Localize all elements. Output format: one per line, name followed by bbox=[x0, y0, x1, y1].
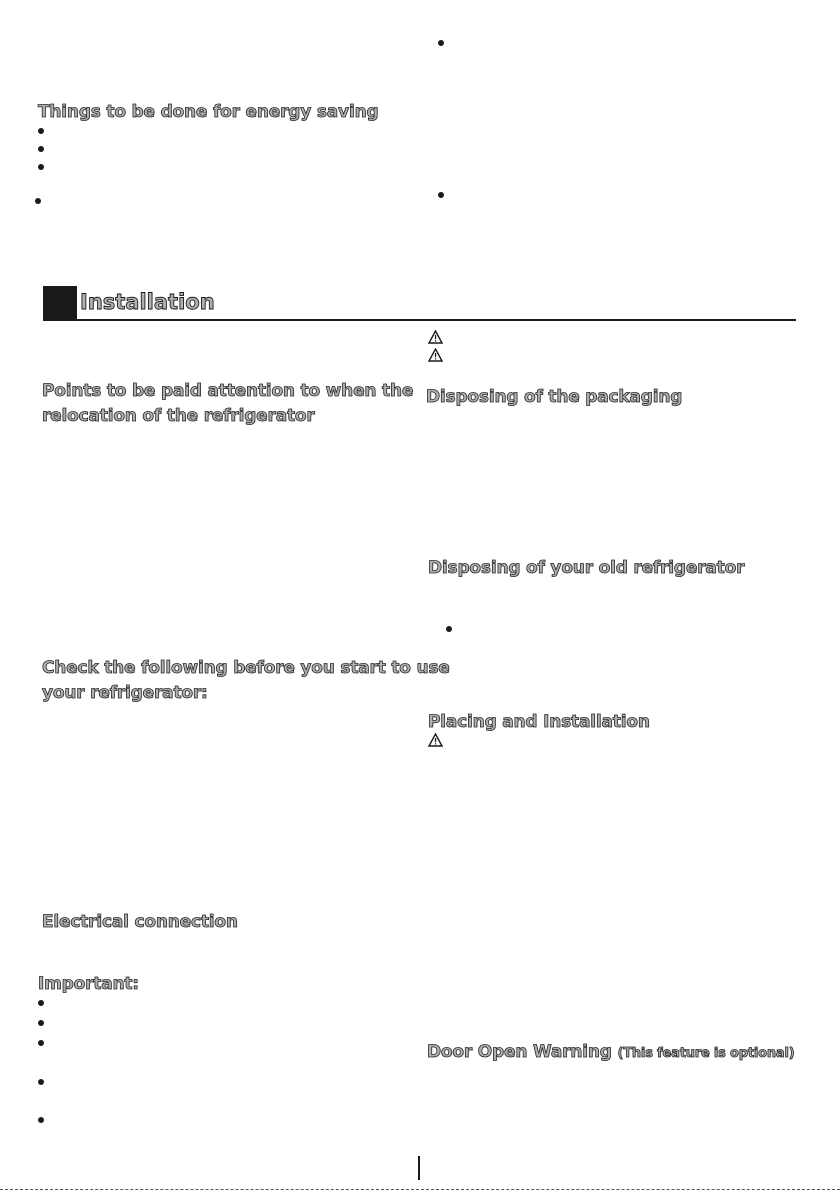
bullet-dot bbox=[438, 40, 444, 46]
bullet-dot bbox=[38, 1020, 44, 1026]
bullet-dot bbox=[38, 1117, 44, 1123]
bullet-dot bbox=[38, 1079, 44, 1085]
important-heading: Important: bbox=[38, 974, 139, 994]
bullet-dot bbox=[38, 1040, 44, 1046]
bullet-dot bbox=[38, 1000, 44, 1006]
bullet-dot bbox=[446, 626, 452, 632]
door-warning-heading bbox=[427, 1039, 795, 1067]
page-number-marker bbox=[418, 1156, 420, 1180]
check-heading-line1: Check the following before you start to use bbox=[42, 658, 450, 678]
bullet-dot bbox=[38, 146, 44, 152]
door-warning-note: (This feature is optional) bbox=[617, 1046, 795, 1061]
door-warning-title: Door Open Warning bbox=[427, 1042, 612, 1062]
warning-triangle-icon bbox=[428, 348, 443, 362]
relocation-heading-line1: Points to be paid attention to when the bbox=[42, 381, 414, 401]
relocation-heading-line2: relocation of the refrigerator bbox=[42, 406, 315, 426]
bullet-dot bbox=[35, 198, 41, 204]
bullet-dot bbox=[38, 164, 44, 170]
bullet-dot bbox=[438, 192, 444, 198]
electrical-heading: Electrical connection bbox=[42, 912, 238, 932]
section-rule bbox=[43, 319, 796, 321]
old-fridge-heading: Disposing of your old refrigerator bbox=[428, 558, 745, 578]
energy-saving-heading: Things to be done for energy saving bbox=[38, 102, 379, 122]
section-title: Installation bbox=[80, 290, 215, 314]
placing-heading: Placing and Installation bbox=[428, 712, 650, 732]
page-bottom-border bbox=[0, 1189, 840, 1190]
section-marker bbox=[43, 286, 77, 320]
bullet-dot bbox=[38, 128, 44, 134]
warning-triangle-icon bbox=[428, 733, 443, 747]
warning-triangle-icon bbox=[428, 330, 443, 344]
packaging-heading: Disposing of the packaging bbox=[426, 387, 683, 407]
check-heading-line2: your refrigerator: bbox=[42, 683, 208, 703]
